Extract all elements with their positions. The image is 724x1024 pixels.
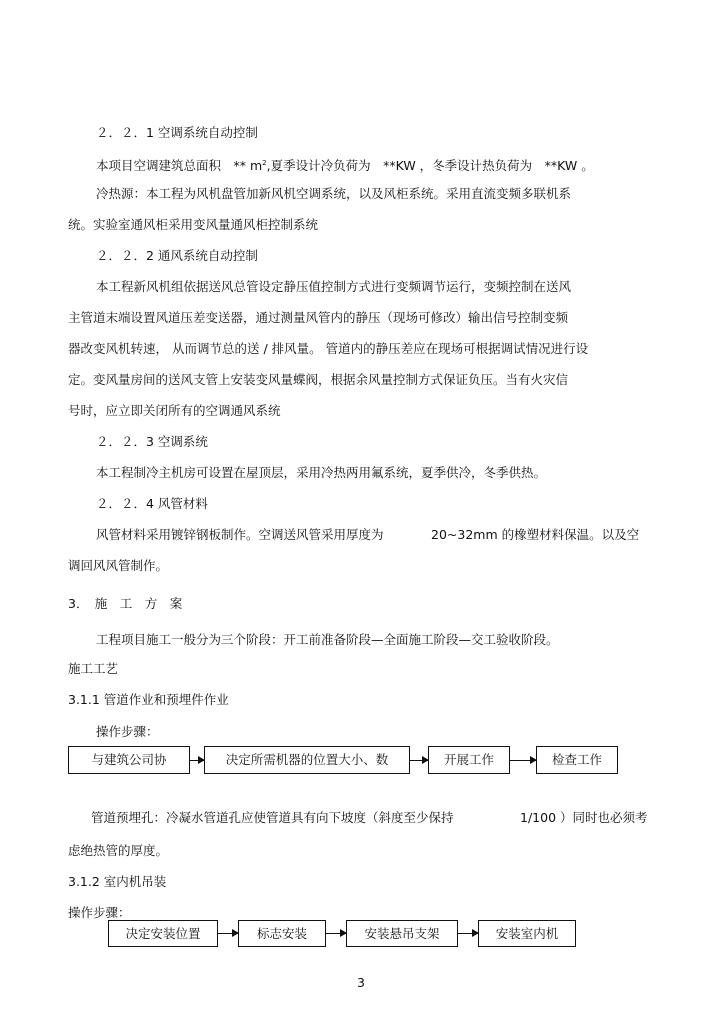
flow1-step-3: 开展工作 [428, 746, 510, 774]
paragraph-heat-source-l2: 统。实验室通风柜采用变风量通风柜控制系统 [68, 217, 319, 232]
paragraph-pipe-hole-b: 1/100 ）同时也必须考 [520, 810, 648, 825]
flow1-arrow-1 [190, 760, 204, 761]
construction-process-heading: 施工工艺 [68, 661, 119, 676]
paragraph-duct-material-l2: 调回风风管制作。 [68, 558, 169, 573]
paragraph-pipe-hole-l2: 虑绝热管的厚度。 [68, 843, 169, 858]
flow2-step-4: 安装室内机 [478, 920, 576, 947]
page-number: 3 [357, 975, 365, 990]
paragraph-duct-material-l1-b: 20~32mm 的橡塑材料保温。以及空 [431, 527, 640, 542]
paragraph-heat-source-l1: 冷热源：本工程为风机盘管加新风机空调系统，以及风柜系统。采用直流变频多联机系 [96, 186, 572, 201]
steps-label-1: 操作步骤： [96, 724, 159, 739]
paragraph-ventilation-l1: 本工程新风机组依据送风总管设定静压值控制方式进行变频调节运行，变频控制在送风 [96, 279, 572, 294]
flow1-arrow-3 [510, 760, 536, 761]
section-3-1-1-heading: 3.1.1 管道作业和预埋件作业 [68, 692, 229, 707]
paragraph-ventilation-l4: 定。变风量房间的送风支管上安装变风量蝶阀，根据余风量控制方式保证负压。当有火灾信 [68, 372, 569, 387]
flow1-step-2: 决定所需机器的位置大小、数 [204, 746, 410, 774]
flow2-step-1: 决定安装位置 [108, 920, 218, 947]
flow2-step-3: 安装悬吊支架 [346, 920, 458, 947]
paragraph-ac-system: 本工程制冷主机房可设置在屋顶层，采用冷热两用氟系统，夏季供冷，冬季供热。 [96, 465, 547, 480]
flow2-arrow-2 [326, 933, 346, 934]
paragraph-ventilation-l5: 号时，应立即关闭所有的空调通风系统 [68, 403, 281, 418]
flow2-arrow-3 [458, 933, 478, 934]
section-3-1-2-heading: 3.1.2 室内机吊装 [68, 874, 167, 889]
paragraph-area-load [96, 155, 594, 174]
flow1-arrow-2 [410, 760, 428, 761]
superscript: 2 [262, 159, 267, 167]
flow1-step-1: 与建筑公司协 [68, 746, 190, 774]
paragraph-ventilation-l3: 器改变风机转速， 从而调节总的送 / 排风量。 管道内的静压差应在现场可根据调试情况进行设 [68, 341, 589, 356]
steps-label-2: 操作步骤： [68, 905, 131, 920]
flow1-step-4: 检查工作 [536, 746, 618, 774]
paragraph-construction-stages: 工程项目施工一般分为三个阶段：开工前准备阶段—全面施工阶段—交工验收阶段。 [96, 632, 559, 647]
paragraph-duct-material-l1-a: 风管材料采用镀锌钢板制作。空调送风管采用厚度为 [96, 527, 384, 542]
flow2-step-2: 标志安装 [238, 920, 326, 947]
paragraph-pipe-hole-a: 管道预埋孔：冷凝水管道孔应使管道具有向下坡度（斜度至少保持 [91, 810, 454, 825]
section-2-2-2-heading: ２．２．2 通风系统自动控制 [96, 248, 258, 263]
flow2-arrow-1 [218, 933, 238, 934]
text-fragment: 本项目空调建筑总面积 ** m [96, 158, 263, 174]
section-2-2-4-heading: ２．２．4 风管材料 [96, 496, 208, 511]
text-fragment: ,夏季设计冷负荷为 **KW ，冬季设计热负荷为 **KW 。 [266, 158, 594, 174]
section-2-2-1-heading: ２．２．1 空调系统自动控制 [96, 125, 258, 140]
section-2-2-3-heading: ２．２．3 空调系统 [96, 434, 208, 449]
paragraph-ventilation-l2: 主管道末端设置风道压差变送器，通过测量风管内的静压（现场可修改）输出信号控制变频 [68, 310, 569, 325]
section-3-heading: 3． 施 工 方 案 [68, 596, 183, 611]
